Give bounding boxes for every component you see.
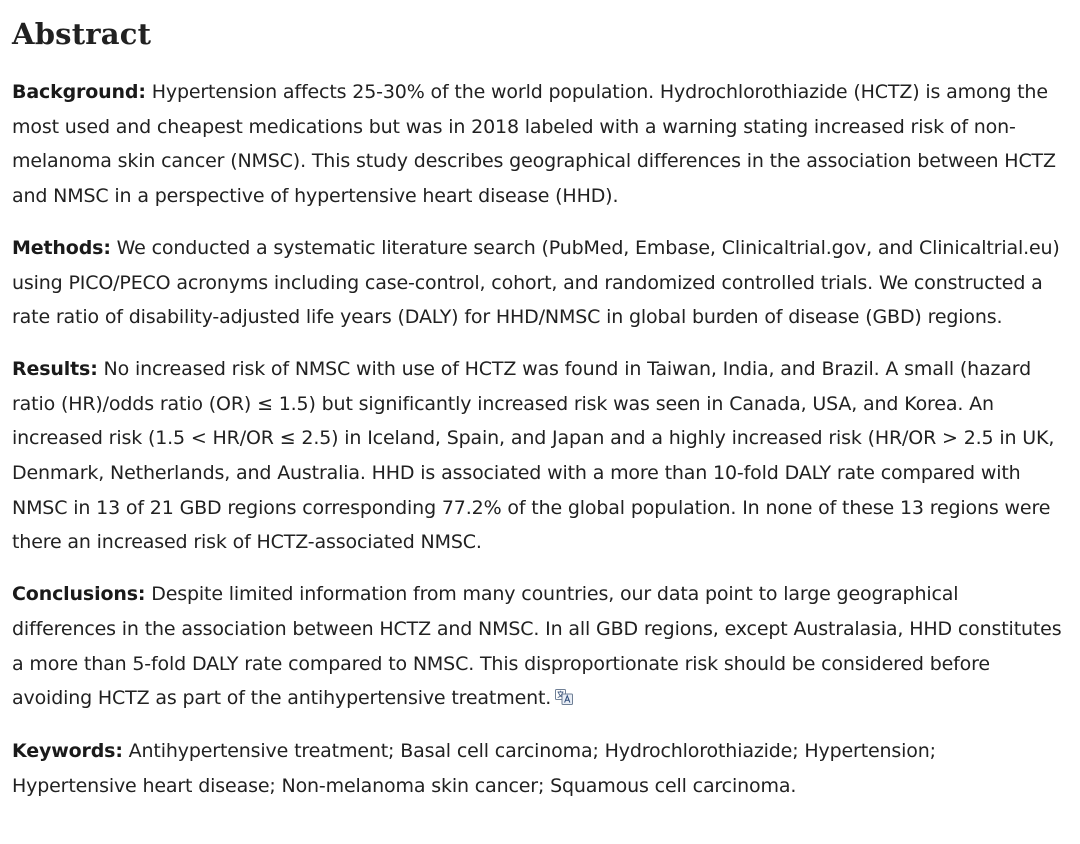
- methods-text: We conducted a systematic literature search (PubMed, Embase, Clinicaltrial.gov, and Clinicaltrial.eu) using PICO/PECO acronyms including case-control, cohort, and randomized controlled trials. We constructed a rate ratio of disability-adjusted life years (DALY) for HHD/NMSC in global burden of disease (GBD) regions.: [12, 236, 1060, 329]
- keywords-paragraph: [12, 734, 1062, 803]
- results-label: Results:: [12, 357, 98, 380]
- conclusions-text: Despite limited information from many countries, our data point to large geographical differences in the association between HCTZ and NMSC. In all GBD regions, except Australasia, HHD constitutes a more than 5-fold DALY rate compared to NMSC. This disproportionate risk should be considered before avoiding HCTZ as part of the antihypertensive treatment.: [12, 583, 1062, 710]
- keywords-label: Keywords:: [12, 739, 123, 762]
- results-paragraph: [12, 352, 1062, 560]
- conclusions-label: Conclusions:: [12, 583, 146, 606]
- abstract-heading: Abstract: [12, 17, 152, 51]
- results-text: No increased risk of NMSC with use of HCTZ was found in Taiwan, India, and Brazil. A small (hazard ratio (HR)/odds ratio (OR) ≤ 1.5) but significantly increased risk was seen in Canada, USA, and Korea. An increased risk (1.5 < HR/OR ≤ 2.5) in Iceland, Spain, and Japan and a highly increased risk (HR/OR > 2.5 in UK, Denmark, Netherlands, and Australia. HHD is associated with a more than 10-fold DALY rate compared with NMSC in 13 of 21 GBD regions corresponding 77.2% of the global population. In none of these 13 regions were there an increased risk of HCTZ-associated NMSC.: [12, 357, 1055, 554]
- background-text: Hypertension affects 25-30% of the world population. Hydrochlorothiazide (HCTZ) is among the most used and cheapest medications but was in 2018 labeled with a warning stating increased risk of non-melanoma skin cancer (NMSC). This study describes geographical differences in the association between HCTZ and NMSC in a perspective of hypertensive heart disease (HHD).: [12, 81, 1056, 208]
- conclusions-paragraph: [12, 577, 1062, 717]
- translate-icon[interactable]: [555, 682, 573, 717]
- abstract-section: [12, 0, 1062, 803]
- background-label: Background:: [12, 81, 146, 103]
- methods-label: Methods:: [12, 236, 111, 259]
- methods-paragraph: [12, 231, 1062, 335]
- background-paragraph: [12, 75, 1062, 214]
- keywords-text: Antihypertensive treatment; Basal cell carcinoma; Hydrochlorothiazide; Hypertension; Hypertensive heart disease; Non-melanoma skin cancer; Squamous cell carcinoma.: [12, 739, 936, 797]
